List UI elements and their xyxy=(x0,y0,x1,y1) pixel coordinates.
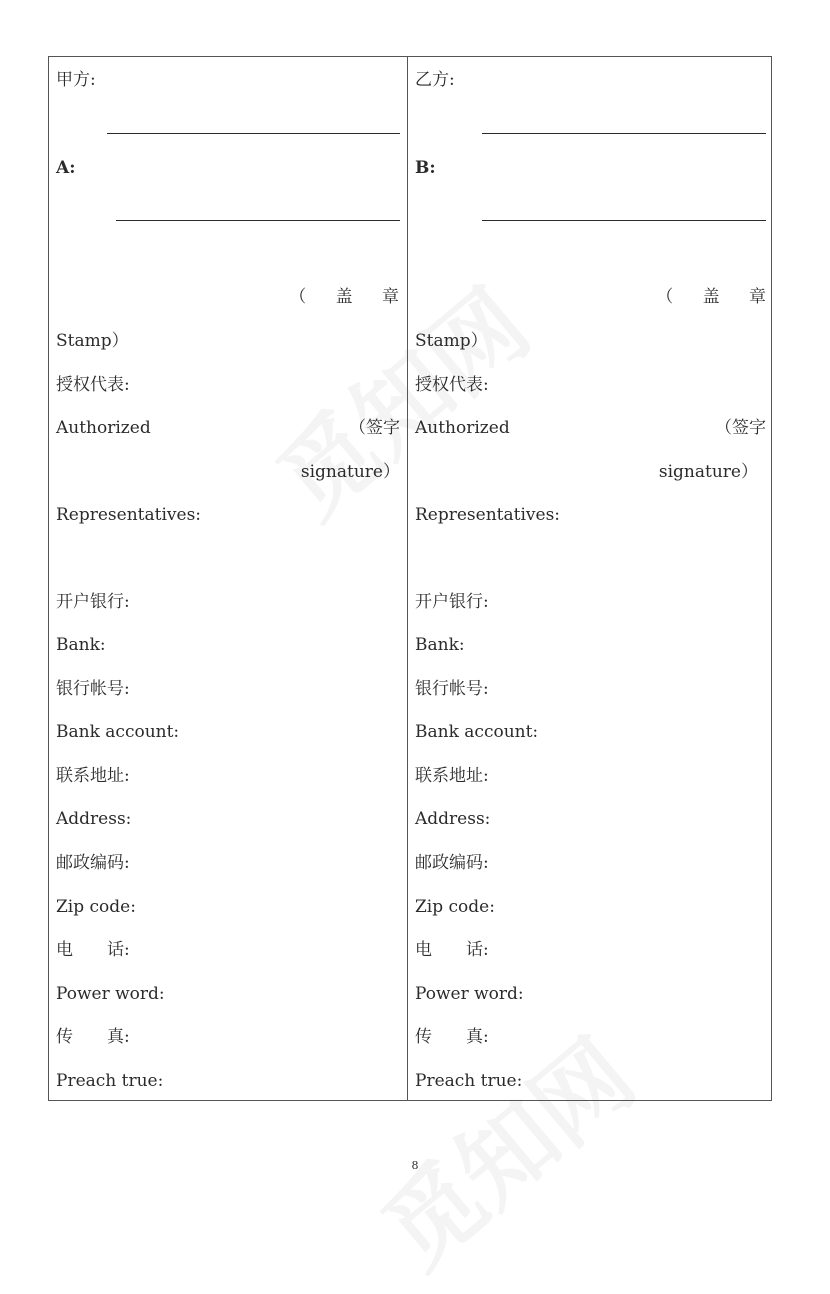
party-b-bank-en: Bank: xyxy=(415,635,465,655)
party-a-account-cn: 银行帐号: xyxy=(56,679,130,699)
party-a-bank-en: Bank: xyxy=(56,635,106,655)
party-a-authorized: Authorized xyxy=(56,418,151,438)
party-b-fax-en: Preach true: xyxy=(415,1071,523,1091)
party-b-bank-cn: 开户银行: xyxy=(415,592,489,612)
party-a-signature-cn: （签字 xyxy=(349,418,400,438)
party-a-representatives: Representatives: xyxy=(56,505,202,525)
party-b-rep-cn: 授权代表: xyxy=(415,375,489,395)
party-b-representatives: Representatives: xyxy=(415,505,561,525)
party-b-stamp-en: Stamp） xyxy=(415,331,488,351)
party-b-zip-cn: 邮政编码: xyxy=(415,853,489,873)
party-a-stamp-en: Stamp） xyxy=(56,331,129,351)
party-a-signature-en: signature） xyxy=(300,462,400,482)
party-b-name-line-cn xyxy=(482,133,766,134)
party-a-zip-en: Zip code: xyxy=(56,897,136,917)
party-a-fax-en: Preach true: xyxy=(56,1071,164,1091)
party-b-address-en: Address: xyxy=(415,809,491,829)
party-b-zip-en: Zip code: xyxy=(415,897,495,917)
party-a-phone-cn: 电 话: xyxy=(56,940,130,960)
signature-table xyxy=(48,56,778,1101)
party-a-column xyxy=(49,57,411,1100)
party-a-bank-cn: 开户银行: xyxy=(56,592,130,612)
party-b-signature-cn: （签字 xyxy=(715,418,766,438)
party-b-stamp-cn: （ 盖 章 xyxy=(656,287,778,307)
party-b-phone-en: Power word: xyxy=(415,984,524,1004)
party-a-name-line-cn xyxy=(107,133,400,134)
party-b-authorized: Authorized xyxy=(415,418,510,438)
party-b-account-cn: 银行帐号: xyxy=(415,679,489,699)
party-b-column xyxy=(408,57,778,1100)
party-a-label-cn: 甲方: xyxy=(56,70,96,90)
party-a-phone-en: Power word: xyxy=(56,984,165,1004)
page-number: 8 xyxy=(411,1159,419,1172)
party-b-address-cn: 联系地址: xyxy=(415,766,489,786)
party-a-account-en: Bank account: xyxy=(56,722,180,742)
party-a-stamp-cn: （ 盖 章 xyxy=(289,287,411,307)
party-b-fax-cn: 传 真: xyxy=(415,1027,489,1047)
party-b-account-en: Bank account: xyxy=(415,722,539,742)
party-a-zip-cn: 邮政编码: xyxy=(56,853,130,873)
party-a-label-en: A: xyxy=(56,158,76,178)
party-b-name-line-en xyxy=(482,220,766,221)
party-a-rep-cn: 授权代表: xyxy=(56,375,130,395)
party-a-address-en: Address: xyxy=(56,809,132,829)
party-a-name-line-en xyxy=(116,220,400,221)
party-b-label-cn: 乙方: xyxy=(415,70,455,90)
party-b-phone-cn: 电 话: xyxy=(415,940,489,960)
party-b-signature-en: signature） xyxy=(658,462,758,482)
party-b-label-en: B: xyxy=(415,158,436,178)
party-a-fax-cn: 传 真: xyxy=(56,1027,130,1047)
party-a-address-cn: 联系地址: xyxy=(56,766,130,786)
